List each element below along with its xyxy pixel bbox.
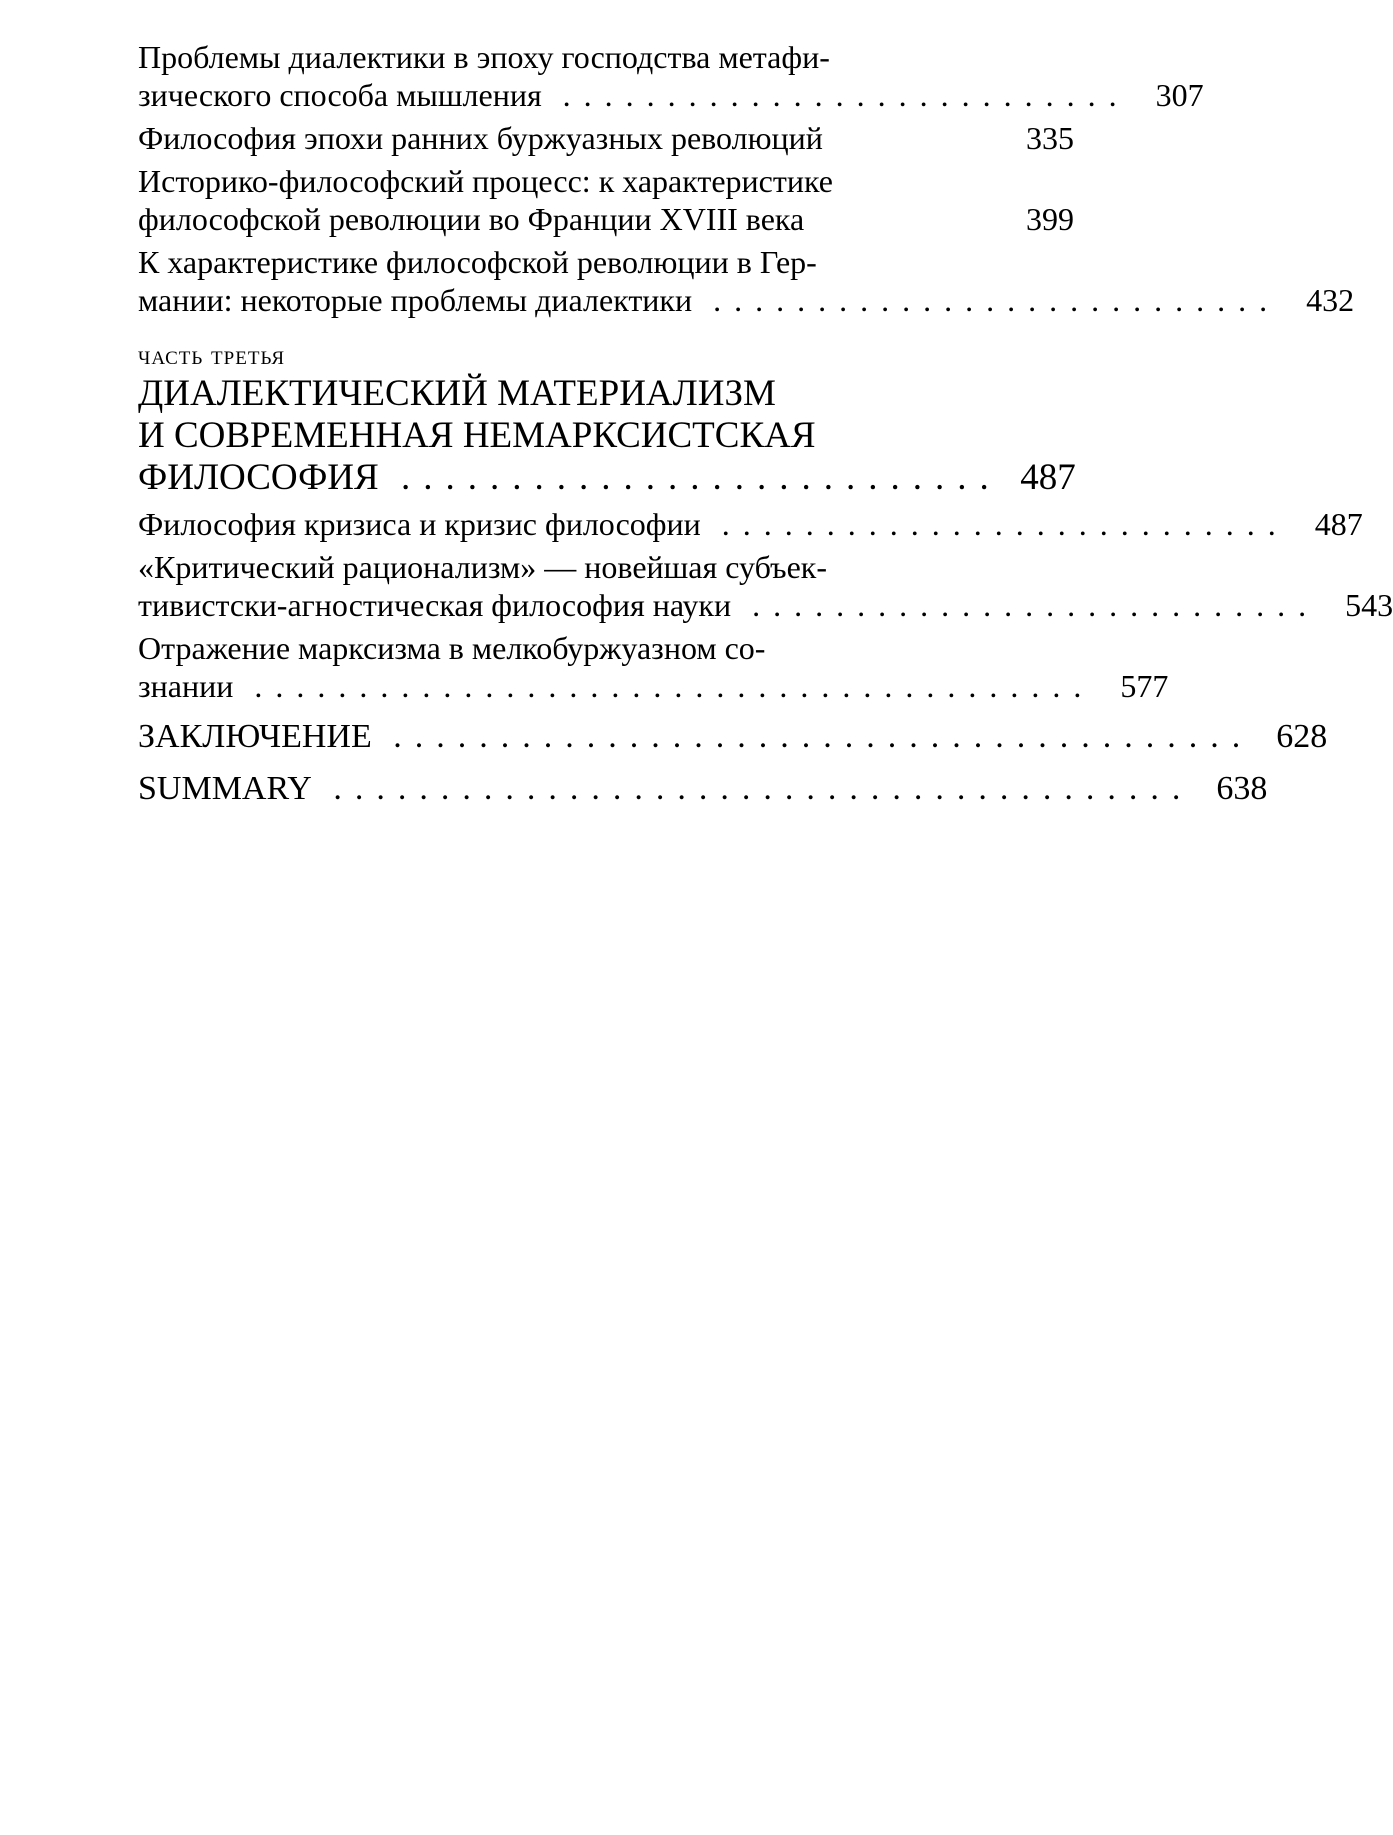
toc-entry-dialectics-metaphysics [138, 38, 1204, 114]
toc-entry-page-number: 399 [1026, 201, 1074, 237]
toc-entry-page-number: 628 [1276, 718, 1328, 755]
toc-entry-page-number: 543 [1345, 587, 1393, 623]
toc-entry-french-revolution [138, 162, 1074, 238]
dot-leader: ........................................ [371, 718, 1254, 755]
toc-entry-title-line: Отражение марксизма в мелкобуржуазном со- [138, 630, 766, 666]
part-label: часть третья [138, 340, 286, 370]
toc-entry-marxism-reflection [138, 629, 1169, 705]
toc-entry-title-line: Проблемы диалектики в эпоху господства метафи- [138, 39, 830, 75]
toc-entry-title-last-line: Философия кризиса и кризис философии [138, 506, 701, 542]
dot-leader: ........................................ [311, 770, 1194, 807]
toc-entry-title-last-line: философской революции во Франции XVIII века [138, 201, 805, 237]
toc-entry-page-number: 432 [1306, 282, 1355, 318]
toc-entry-title: SUMMARY [138, 770, 312, 807]
toc-entry-conclusion [138, 717, 1328, 757]
toc-entry-title-last-line: мании: некоторые проблемы диалектики [138, 282, 693, 318]
toc-part-heading [138, 373, 1074, 499]
dot-leader: ........................... [692, 282, 1281, 318]
toc-entry-title-last-line: Философия эпохи ранних буржуазных революций [138, 120, 823, 156]
toc-entry-page-number: 335 [1026, 120, 1074, 156]
toc-entry-title-last-line: знании [138, 668, 234, 704]
toc-entry-summary [138, 769, 1268, 809]
part-heading-last-line: ФИЛОСОФИЯ [138, 457, 379, 498]
toc-entry-title-line: Историко-философский процесс: к характеристике [138, 163, 833, 199]
toc-entry-page-number: 307 [1155, 77, 1204, 113]
toc-entry-page-number: 487 [1020, 457, 1076, 498]
toc-entry-title-last-line: тивистски-агностическая философия науки [138, 587, 732, 623]
dot-leader: ........................... [541, 77, 1130, 113]
part-heading-line: ДИАЛЕКТИЧЕСКИЙ МАТЕРИАЛИЗМ [138, 373, 776, 414]
dot-leader: ........................... [378, 457, 1002, 498]
toc-entry-title-line: «Критический рационализм» — новейшая субъек- [138, 549, 827, 585]
toc-entry-title-line: К характеристике философской революции в Гер- [138, 244, 817, 280]
toc-entry-page-number: 577 [1120, 668, 1169, 704]
toc-entry-page-number: 638 [1216, 770, 1268, 807]
part-heading-line: И СОВРЕМЕННАЯ НЕМАРКСИСТСКАЯ [138, 415, 816, 456]
toc-entry-page-number: 487 [1314, 506, 1363, 542]
toc-entry-title-last-line: зического способа мышления [138, 77, 542, 113]
dot-leader: ........................................ [233, 668, 1095, 704]
toc-entry-critical-rationalism [138, 548, 1393, 624]
toc-entry-early-bourgeois-revolutions [138, 119, 1074, 157]
toc-entry-german-revolution [138, 243, 1355, 319]
dot-leader: ........................... [731, 587, 1320, 623]
dot-leader: ........................... [700, 506, 1289, 542]
toc-entry-title: ЗАКЛЮЧЕНИЕ [138, 718, 372, 755]
table-of-contents [138, 38, 1393, 819]
toc-entry-philosophy-of-crisis [138, 505, 1363, 543]
